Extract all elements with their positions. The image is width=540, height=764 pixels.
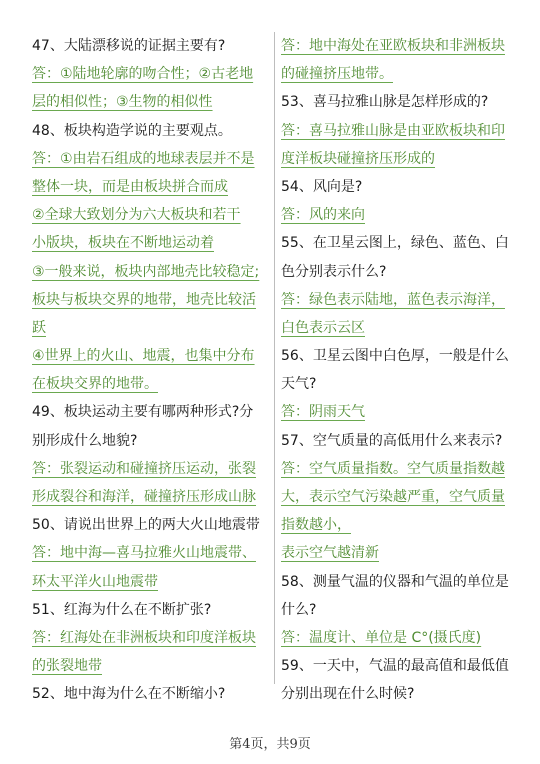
answer-line: 大，表示空气污染越严重，空气质量 xyxy=(281,489,505,505)
answer-line: ③一般来说，板块内部地壳比较稳定; xyxy=(32,263,260,280)
question-line: 49、板块运动主要有哪两种形式?分 xyxy=(32,404,254,421)
page-footer: 第4页，共9页 xyxy=(229,737,311,752)
answer-line: 整体一块，而是由板块拼合而成 xyxy=(32,178,228,195)
answer-line: 答：地中海—喜马拉雅火山地震带、 xyxy=(32,545,256,562)
column-divider xyxy=(274,32,275,684)
question-line: 51、红海为什么在不断扩张? xyxy=(32,601,212,618)
answer-line: 环太平洋火山地震带 xyxy=(32,573,158,590)
question-line: 50、请说出世界上的两大火山地震带 xyxy=(32,517,260,534)
question-line: 54、风向是? xyxy=(281,178,363,195)
question-line: 天气? xyxy=(281,376,317,393)
question-line: 53、喜马拉雅山脉是怎样形成的? xyxy=(281,94,489,111)
answer-line: 答：张裂运动和碰撞挤压运动，张裂 xyxy=(32,460,256,477)
question-line: 47、大陆漂移说的证据主要有? xyxy=(32,38,226,54)
answer-line: 答：温度计、单位是 C°(摄氏度) xyxy=(281,629,482,646)
question-line: 什么? xyxy=(281,601,317,618)
answer-line: 答：喜马拉雅山脉是由亚欧板块和印 xyxy=(281,122,505,139)
answer-line: 答：①由岩石组成的地球表层并不是 xyxy=(32,150,255,167)
left-column xyxy=(32,32,267,709)
answer-line: 白色表示云区 xyxy=(281,319,365,336)
answer-line: 在板块交界的地带。 xyxy=(32,376,158,393)
answer-line: 答：绿色表示陆地，蓝色表示海洋， xyxy=(281,291,505,308)
answer-line: 板块与板块交界的地带，地壳比较活 xyxy=(32,291,256,308)
answer-line: 答：阴雨天气 xyxy=(281,404,365,421)
answer-line: 答：风的来向 xyxy=(281,207,365,224)
question-line: 48、板块构造学说的主要观点。 xyxy=(32,122,232,139)
answer-line: 跃 xyxy=(32,319,46,336)
answer-line: 度洋板块碰撞挤压形成的 xyxy=(281,150,435,167)
question-line: 55、在卫星云图上，绿色、蓝色、白 xyxy=(281,235,509,252)
answer-line: 的碰撞挤压地带。 xyxy=(281,66,393,83)
answer-line: 答：空气质量指数。空气质量指数越 xyxy=(281,460,505,477)
question-line: 56、卫星云图中白色厚，一般是什么 xyxy=(281,348,509,365)
answer-line: 的张裂地带 xyxy=(32,658,102,675)
question-line: 58、测量气温的仪器和气温的单位是 xyxy=(281,573,509,590)
answer-line: 表示空气越清新 xyxy=(281,545,379,562)
answer-line: ②全球大致划分为六大板块和若干 xyxy=(32,207,241,224)
question-line: 52、地中海为什么在不断缩小? xyxy=(32,686,226,703)
question-line: 59、一天中，气温的最高值和最低值 xyxy=(281,658,509,675)
answer-line: ④世界上的火山、地震，也集中分布 xyxy=(32,348,255,365)
answer-line: 形成裂谷和海洋，碰撞挤压形成山脉 xyxy=(32,489,256,505)
answer-line: 指数越小， xyxy=(281,517,351,534)
answer-line: 小版块，板块在不断地运动着 xyxy=(32,235,214,252)
question-line: 别形成什么地貌? xyxy=(32,432,138,449)
answer-line: 答：地中海处在亚欧板块和非洲板块 xyxy=(281,38,505,54)
answer-line: 层的相似性；③生物的相似性 xyxy=(32,94,213,111)
question-line: 57、空气质量的高低用什么来表示? xyxy=(281,432,503,449)
answer-line: 答：①陆地轮廓的吻合性；②古老地 xyxy=(32,66,254,83)
right-column xyxy=(281,32,513,709)
question-line: 色分别表示什么? xyxy=(281,263,387,280)
question-line: 分别出现在什么时候? xyxy=(281,686,415,703)
answer-line: 答：红海处在非洲板块和印度洋板块 xyxy=(32,629,256,646)
